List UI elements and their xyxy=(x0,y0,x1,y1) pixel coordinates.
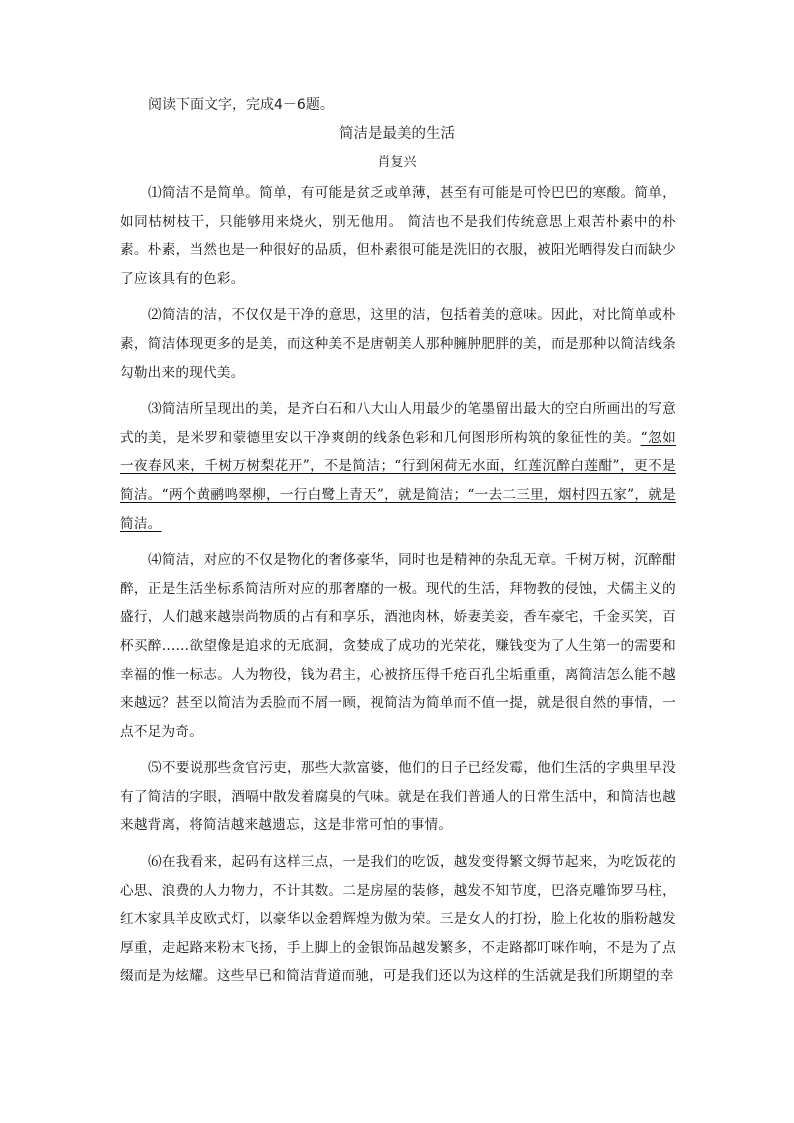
paragraph-2: ⑵简洁的洁，不仅仅是干净的意思，这里的洁，包括着美的意味。因此，对比简单或朴素，简洁体现更多的是美，而这种美不是唐朝美人那种臃肿肥胖的美，而是那种以简洁线条勾勒出来的现代美。 xyxy=(120,307,676,381)
paragraph-5: ⑸不要说那些贪官污吏，那些大款富婆，他们的日子已经发霉，他们生活的字典里早没有了简洁的字眼，酒嗝中散发着腐臭的气味。就是在我们普通人的日常生活中，和简洁也越来越背离，将简洁越来越遗忘，这是非常可怕的事情。 xyxy=(120,760,676,834)
paragraph-1: ⑴简洁不是简单。简单，有可能是贫乏或单薄，甚至有可能是可怜巴巴的寒酸。简单，如同枯树枝干，只能够用来烧火，别无他用。 简洁也不是我们传统意思上艰苦朴素中的朴素。朴素，当然也是一种很好的品质，但朴素很可能是洗旧的衣服，被阳光晒得发白而缺少了应该具有的色彩。 xyxy=(120,185,676,287)
article-author: 肖复兴 xyxy=(377,155,417,170)
paragraph-6: ⑹在我看来，起码有这样三点，一是我们的吃饭，越发变得繁文缛节起来，为吃饭花的心思、浪费的人力物力，不计其数。二是房屋的装修，越发不知节度，巴洛克雕饰罗马柱，红木家具羊皮欧式灯，以豪华以金碧辉煌为傲为荣。三是女人的打扮，脸上化妆的脂粉越发厚重，走起路来粉末飞扬，手上脚上的金银饰品越发繁多，不走路都叮咪作响，不是为了点缀而是为炫耀。这些早已和简洁背道而驰，可是我们还以为这样的生活就是我们所期望的幸 xyxy=(120,854,676,985)
article-title: 简洁是最美的生活 xyxy=(339,126,455,142)
paragraph-3-text: ⑶简洁所呈现出的美，是齐白石和八大山人用最少的笔墨留出最大的空白所画出的写意式的美，是米罗和蒙德里安以干净爽朗的线条色彩和几何图形所构筑的象征性的美。 xyxy=(120,401,676,446)
article-body xyxy=(120,179,676,999)
underlined-passage: “忽如一夜春风来，千树万树梨花开”，不是简洁；“行到闲荷无水面，红莲沉醉白莲酣”，更不是简洁。“两个黄鹂鸣翠柳，一行白鹭上青天”，就是简洁；“一去二三里，烟村四五家”，就是简洁。 xyxy=(120,429,676,532)
paragraph-4: ⑷简洁，对应的不仅是物化的奢侈豪华，同时也是精神的杂乱无章。千树万树，沉醉酣醉，正是生活坐标系简洁所对应的那奢靡的一极。现代的生活，拜物教的侵蚀，犬儒主义的盛行，人们越来越崇尚物质的占有和享乐，酒池肉林，娇妻美妾，香车豪宅，千金买笑，百杯买醉……欲望像是追求的无底洞，贪婪成了成功的光荣花，赚钱变为了人生第一的需要和幸福的惟一标志。人为物役，钱为君主，心被挤压得千疮百孔尘垢重重，离简洁怎么能不越来越远？甚至以简洁为丢脸而不屑一顾，视简洁为简单而不值一提，就是很自然的事情，一点不足为奇。 xyxy=(120,552,676,740)
paragraph-3 xyxy=(120,395,676,538)
instruction-text: 阅读下面文字，完成4－6题。 xyxy=(148,97,334,113)
